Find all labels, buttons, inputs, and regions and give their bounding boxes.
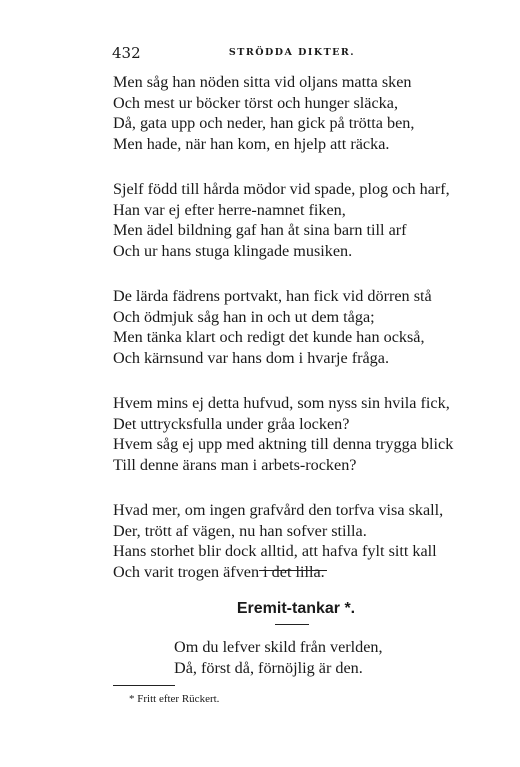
poem-line: Till denne ärans man i arbets-rocken? [113, 455, 357, 474]
footnote-rule [113, 685, 175, 686]
poem-line: Sjelf född till hårda mödor vid spade, plog och harf, [113, 180, 450, 198]
poem-line: Hans storhet blir dock alltid, att hafva fylt sitt kall [113, 542, 437, 560]
stanza [113, 179, 483, 261]
poem-line: Och ödmjuk såg han in och ut dem tåga; [113, 307, 375, 326]
poem-line: Der, trött af vägen, nu han sofver stilla. [113, 521, 367, 540]
section-divider [259, 570, 327, 571]
section-title: Eremit-tankar *. [236, 600, 356, 617]
poem-line: Och ur hans stuga klingade musiken. [113, 241, 353, 260]
poem-line: Då, gata upp och neder, han gick på trötta ben, [113, 114, 415, 132]
poem-line: Det uttrycksfulla under gråa locken? [113, 414, 350, 433]
stanza [113, 72, 483, 154]
poem-line: De lärda fädrens portvakt, han fick vid dörren stå [113, 287, 432, 305]
poem [113, 72, 483, 607]
stanza [113, 286, 483, 368]
page-header [112, 44, 472, 64]
poem-line: Men tänka klart och redigt det kunde han också, [113, 328, 425, 346]
epigram [174, 637, 383, 678]
poem-line: Hvem mins ej detta hufvud, som nyss sin hvila fick, [113, 394, 450, 412]
running-head: STRÖDDA DIKTER. [228, 47, 356, 58]
title-rule [275, 624, 309, 625]
poem-line: Han var ej efter herre-namnet fiken, [113, 200, 346, 219]
epigram-line: Om du lefver skild från verlden, [174, 638, 383, 656]
poem-line: Men såg han nöden sitta vid oljans matta sken [113, 73, 412, 91]
stanza [113, 393, 483, 475]
poem-line: Men ädel bildning gaf han åt sina barn till arf [113, 221, 407, 239]
poem-line: Men hade, när han kom, en hjelp att räcka. [113, 134, 390, 153]
poem-line: Och mest ur böcker törst och hunger släcka, [113, 93, 398, 112]
poem-line: Och kärnsund var hans dom i hvarje fråga. [113, 348, 389, 367]
poem-line: Och varit trogen äfven i det lilla. [113, 562, 325, 581]
page-number: 432 [112, 44, 141, 62]
footnote: * Fritt efter Rückert. [129, 693, 220, 705]
poem-line: Hvad mer, om ingen grafvård den torfva visa skall, [113, 501, 444, 519]
poem-line: Hvem såg ej upp med aktning till denna trygga blick [113, 435, 454, 453]
epigram-line: Då, först då, förnöjlig är den. [174, 658, 363, 677]
